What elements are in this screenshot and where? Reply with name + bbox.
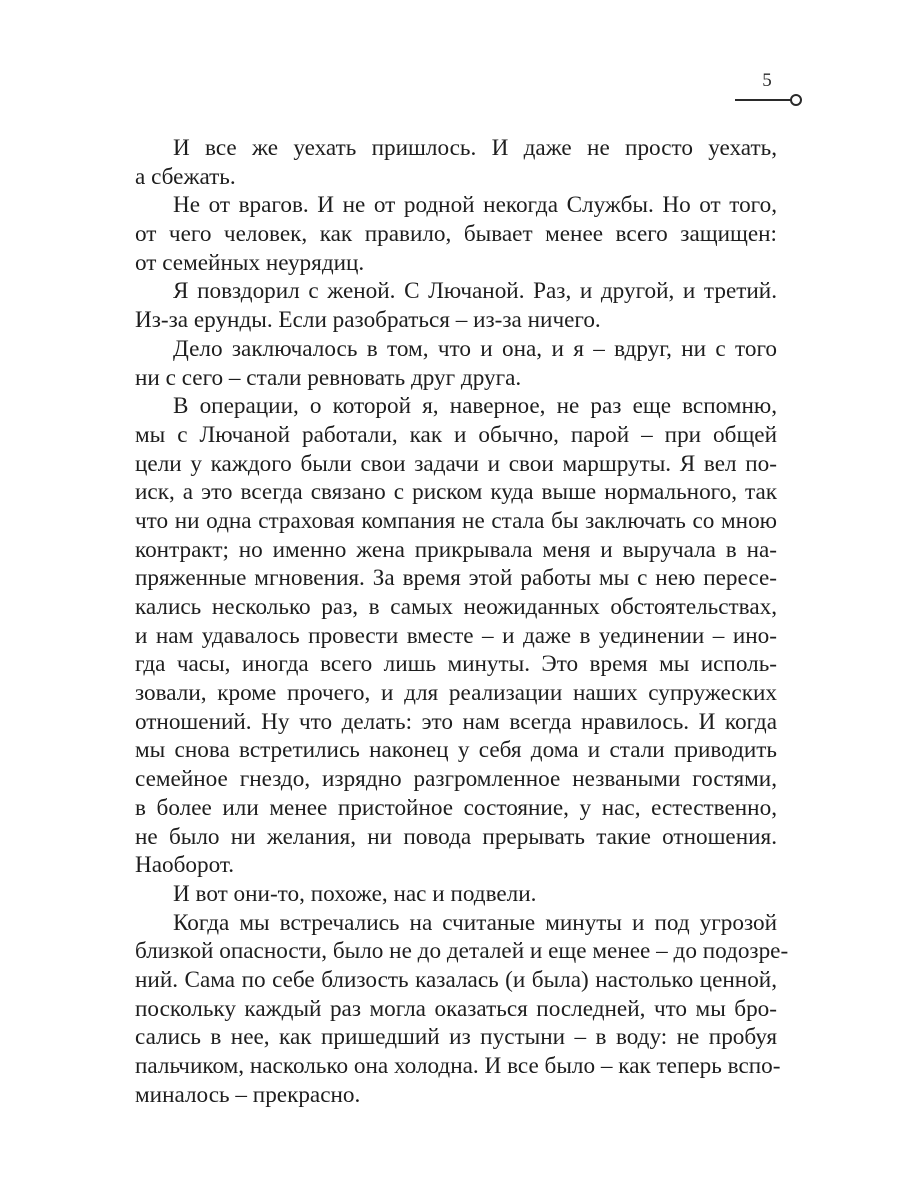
text-line: ний. Сама по себе близость казалась (и была) настолько ценной, [135,966,777,993]
text-line: Наоборот. [135,852,235,879]
page-number: 5 [762,70,772,91]
paragraph [135,134,777,191]
text-line: в более или менее пристойное состояние, у нас, естественно, [135,794,777,821]
text-line: поскольку каждый раз могла оказаться последней, что мы бро- [135,995,777,1022]
page-number-ornament [735,70,805,110]
text-line: В операции, о которой я, наверное, не раз еще вспомню, [173,393,777,420]
text-line: мы снова встретились наконец у себя дома и стали приводить [135,737,777,764]
text-line: и нам удавалось провести вместе – и даже в уединении – ино- [135,622,777,649]
text-line: миналось – прекрасно. [135,1081,361,1108]
paragraph [135,191,777,277]
body-text [135,134,789,1109]
text-line: от чего человек, как правило, бывает менее всего защищен: [135,221,777,248]
paragraph [135,392,777,880]
text-line: сались в нее, как пришедший из пустыни – в воду: не пробуя [135,1024,777,1051]
text-line: кались несколько раз, в самых неожиданных обстоятельствах, [135,594,777,620]
text-line: И вот они-то, похоже, нас и подвели. [173,880,537,907]
paragraph [135,277,777,334]
folio-rule-line [735,99,791,101]
text-line: семейное гнездо, изрядно разгромленное незваными гостями, [135,766,777,793]
text-line: ни с сего – стали ревновать друг друга. [135,364,522,391]
text-line: от семейных неурядиц. [135,249,365,276]
text-line: пальчиком, насколько она холодна. И все было – как теперь вспо- [135,1053,781,1079]
text-line: Я повздорил с женой. С Лючаной. Раз, и другой, и третий. [173,278,777,305]
folio-circle-icon [790,94,802,106]
text-line: мы с Лючаной работали, как и обычно, парой – при общей [135,421,777,448]
text-line: а сбежать. [135,163,236,190]
text-line: Не от врагов. И не от родной некогда Службы. Но от того, [173,192,777,219]
text-line: контракт; но именно жена прикрывала меня и выручала в на- [135,536,777,563]
text-line: что ни одна страховая компания не стала бы заключать со мною [135,507,777,534]
paragraph [135,880,777,909]
text-line: цели у каждого были свои задачи и свои маршруты. Я вел по- [135,450,777,477]
text-line: отношений. Ну что делать: это нам всегда нравилось. И когда [135,708,777,735]
text-line: близкой опасности, было не до деталей и еще менее – до подозре- [135,938,789,965]
text-line: пряженные мгновения. За время этой работы мы с нею пересе- [135,565,777,592]
text-line: гда часы, иногда всего лишь минуты. Это время мы исполь- [135,651,777,678]
text-line: не было ни желания, ни повода прерывать такие отношения. [135,823,777,850]
text-line: И все же уехать пришлось. И даже не просто уехать, [173,135,777,161]
paragraph [135,335,777,392]
text-line: Когда мы встречались на считаные минуты и под угрозой [173,909,777,936]
text-line: иск, а это всегда связано с риском куда выше нормального, так [135,479,777,506]
paragraph [135,909,789,1110]
text-line: зовали, кроме прочего, и для реализации наших супружеских [135,680,777,707]
text-line: Из-за ерунды. Если разобраться – из-за ничего. [135,307,601,334]
text-line: Дело заключалось в том, что и она, и я – вдруг, ни с того [173,335,777,362]
